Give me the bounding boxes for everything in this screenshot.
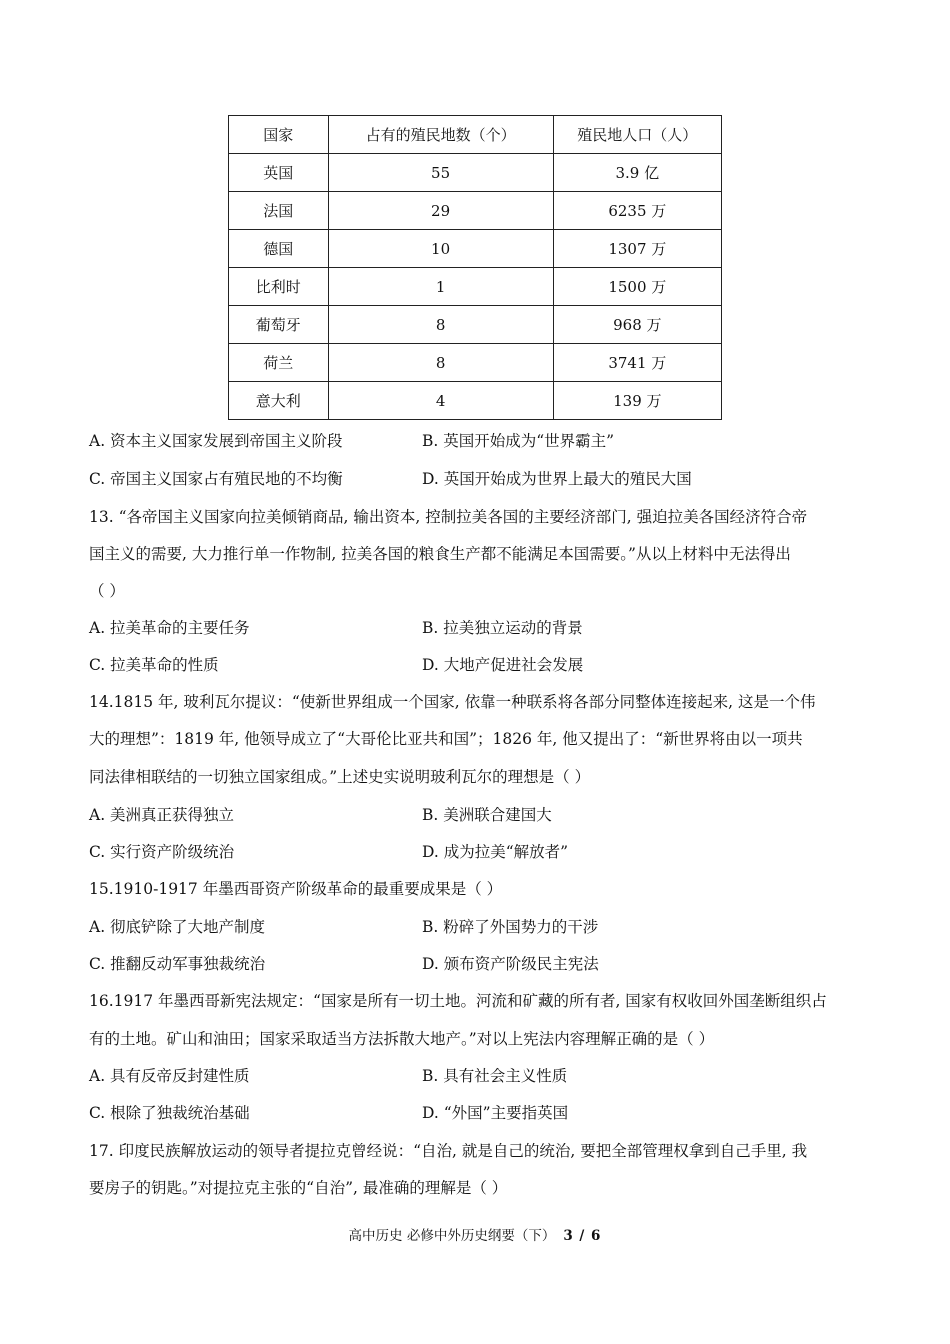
table-cell: 1 xyxy=(328,268,553,306)
table-cell: 荷兰 xyxy=(229,344,329,382)
table-cell: 968 万 xyxy=(553,306,721,344)
q12-option-d[interactable]: D. 英国开始成为世界上最大的殖民大国 xyxy=(422,470,692,488)
page-footer xyxy=(0,1224,950,1244)
footer-course-title: 高中历史 必修中外历史纲要（下） xyxy=(348,1228,556,1244)
table-cell: 8 xyxy=(328,306,553,344)
table-row xyxy=(229,268,722,306)
q16-option-b[interactable]: B. 具有社会主义性质 xyxy=(422,1067,568,1085)
table-row xyxy=(229,306,722,344)
table-cell: 29 xyxy=(328,192,553,230)
table-cell: 6235 万 xyxy=(553,192,721,230)
table-cell: 8 xyxy=(328,344,553,382)
q13-option-b[interactable]: B. 拉美独立运动的背景 xyxy=(422,619,583,637)
q14-option-d[interactable]: D. 成为拉美“解放者” xyxy=(422,843,569,861)
q14-stem-line: 大的理想”：1819 年, 他领导成立了“大哥伦比亚共和国”；1826 年, 他又提出了：“新世界将由以一项共 xyxy=(89,730,803,748)
table-cell: 葡萄牙 xyxy=(229,306,329,344)
table-header-cell: 占有的殖民地数（个） xyxy=(328,116,553,154)
q13-stem-line: 国主义的需要, 大力推行单一作物制, 拉美各国的粮食生产都不能满足本国需要。”从以上材料中无法得出 xyxy=(89,545,791,563)
q15-stem-line: 15.1910-1917 年墨西哥资产阶级革命的最重要成果是（ ） xyxy=(89,880,503,898)
q15-option-a[interactable]: A. 彻底铲除了大地产制度 xyxy=(89,918,266,936)
q17-stem-line: 要房子的钥匙。”对提拉克主张的“自治”, 最准确的理解是（ ） xyxy=(89,1179,508,1197)
q15-option-d[interactable]: D. 颁布资产阶级民主宪法 xyxy=(422,955,599,973)
table-header-row xyxy=(229,116,722,154)
q16-option-c[interactable]: C. 根除了独裁统治基础 xyxy=(89,1104,250,1122)
q14-option-c[interactable]: C. 实行资产阶级统治 xyxy=(89,843,235,861)
q12-option-a[interactable]: A. 资本主义国家发展到帝国主义阶段 xyxy=(89,432,343,450)
table-cell: 3.9 亿 xyxy=(553,154,721,192)
q13-option-d[interactable]: D. 大地产促进社会发展 xyxy=(422,656,584,674)
table-header-cell: 殖民地人口（人） xyxy=(553,116,721,154)
page-number: 3 / 6 xyxy=(563,1228,602,1244)
table-cell: 139 万 xyxy=(553,382,721,420)
q16-option-a[interactable]: A. 具有反帝反封建性质 xyxy=(89,1067,250,1085)
table-row xyxy=(229,154,722,192)
table-cell: 德国 xyxy=(229,230,329,268)
table-row xyxy=(229,344,722,382)
colony-table xyxy=(228,115,722,420)
table-cell: 3741 万 xyxy=(553,344,721,382)
q13-stem-line: 13. “各帝国主义国家向拉美倾销商品, 输出资本, 控制拉美各国的主要经济部门, 强迫拉美各国经济符合帝 xyxy=(89,508,808,526)
q12-option-c[interactable]: C. 帝国主义国家占有殖民地的不均衡 xyxy=(89,470,343,488)
q15-option-b[interactable]: B. 粉碎了外国势力的干涉 xyxy=(422,918,599,936)
table-cell: 10 xyxy=(328,230,553,268)
table-cell: 比利时 xyxy=(229,268,329,306)
table-row xyxy=(229,230,722,268)
table-cell: 法国 xyxy=(229,192,329,230)
q14-stem-line: 同法律相联结的一切独立国家组成。”上述史实说明玻利瓦尔的理想是（ ） xyxy=(89,768,591,786)
q13-answer-blank: （ ） xyxy=(89,582,125,600)
q14-option-b[interactable]: B. 美洲联合建国大 xyxy=(422,806,552,824)
q16-option-d[interactable]: D. “外国”主要指英国 xyxy=(422,1104,569,1122)
table-cell: 55 xyxy=(328,154,553,192)
q13-option-c[interactable]: C. 拉美革命的性质 xyxy=(89,656,219,674)
table-header-cell: 国家 xyxy=(229,116,329,154)
table-cell: 1307 万 xyxy=(553,230,721,268)
q15-option-c[interactable]: C. 推翻反动军事独裁统治 xyxy=(89,955,266,973)
table-cell: 英国 xyxy=(229,154,329,192)
q14-stem-line: 14.1815 年, 玻利瓦尔提议：“使新世界组成一个国家, 依靠一种联系将各部分同整体连接起来, 这是一个伟 xyxy=(89,693,816,711)
q14-option-a[interactable]: A. 美洲真正获得独立 xyxy=(89,806,235,824)
q16-stem-line: 有的土地。矿山和油田；国家采取适当方法拆散大地产。”对以上宪法内容理解正确的是（ ） xyxy=(89,1030,715,1048)
q16-stem-line: 16.1917 年墨西哥新宪法规定：“国家是所有一切土地。河流和矿藏的所有者, 国家有权收回外国垄断组织占 xyxy=(89,992,827,1010)
table-cell: 意大利 xyxy=(229,382,329,420)
q13-option-a[interactable]: A. 拉美革命的主要任务 xyxy=(89,619,250,637)
table-cell: 4 xyxy=(328,382,553,420)
table-row xyxy=(229,192,722,230)
table-row xyxy=(229,382,722,420)
table-cell: 1500 万 xyxy=(553,268,721,306)
q12-option-b[interactable]: B. 英国开始成为“世界霸主” xyxy=(422,432,615,450)
q17-stem-line: 17. 印度民族解放运动的领导者提拉克曾经说：“自治, 就是自己的统治, 要把全部管理权拿到自己手里, 我 xyxy=(89,1142,808,1160)
